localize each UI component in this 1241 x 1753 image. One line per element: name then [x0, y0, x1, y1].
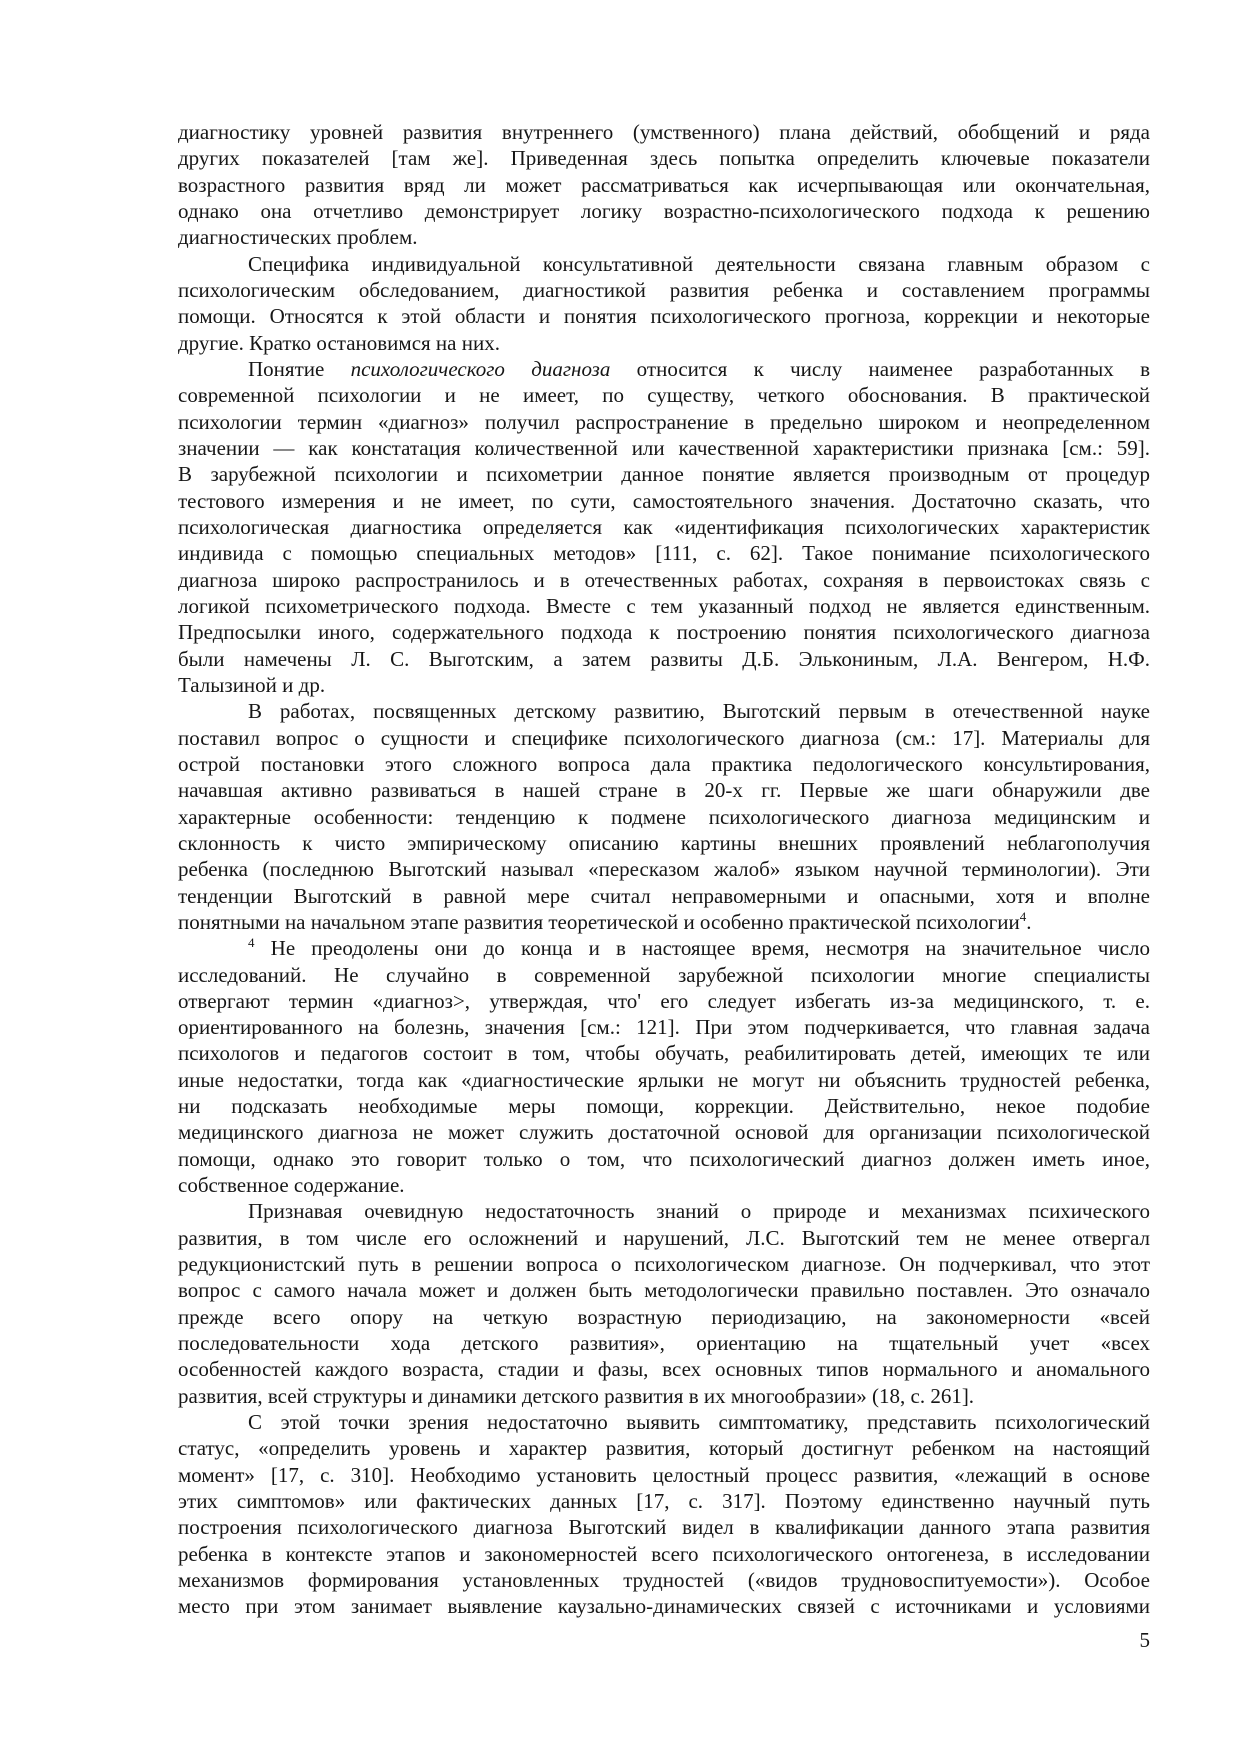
- text-segment: относится к числу наименее разработанных в: [610, 356, 1151, 381]
- page-number: 5: [1139, 1628, 1150, 1652]
- text-line: иные недостатки, тогда как «диагностические ярлыки не могут ни объяснить трудностей ребенка,: [178, 1067, 1150, 1092]
- text-line: ребенка в контексте этапов и закономерностей всего психологического онтогенеза, в исследовании: [178, 1541, 1150, 1566]
- text-line: особенностей каждого возраста, стадии и фазы, всех основных типов нормального и аномального: [178, 1357, 1150, 1382]
- paragraph: [178, 1409, 1150, 1620]
- text-line: медицинского диагноза не может служить достаточной основой для организации психологической: [178, 1120, 1150, 1145]
- text-line: момент» [17, с. 310]. Необходимо установить целостный процесс развития, «лежащий в основе: [178, 1462, 1150, 1487]
- text-line: последовательности хода детского развития», ориентацию на тщательный учет «всех: [178, 1331, 1150, 1356]
- paragraph: [178, 251, 1150, 356]
- text-line: были намечены Л. С. Выготским, а затем развиты Д.Б. Элькониным, Л.А. Венгером, Н.Ф.: [178, 646, 1150, 671]
- text-line: психологическая диагностика определяется как «идентификация психологических характеристик: [178, 514, 1150, 539]
- text-line: место при этом занимает выявление каузально-динамических связей с источниками и условиями: [178, 1594, 1150, 1619]
- text-line: Признавая очевидную недостаточность знаний о природе и механизмах психического: [248, 1199, 1150, 1224]
- text-line: С этой точки зрения недостаточно выявить симптоматику, представить психологический: [248, 1410, 1150, 1435]
- text-line: тенденции Выготский в равной мере считал неправомерными и опасными, хотя и вполне: [178, 883, 1150, 908]
- text-line: построения психологического диагноза Выготский видел в квалификации данного этапа развития: [178, 1515, 1150, 1540]
- text-line: [178, 935, 1150, 961]
- text-line: прежде всего опору на четкую возрастную периодизацию, на закономерности «всей: [178, 1304, 1150, 1329]
- italic-term: психологического диагноза: [350, 356, 611, 381]
- text-line: диагностику уровней развития внутреннего (умственного) плана действий, обобщений и ряда: [178, 120, 1150, 144]
- text-line: собственное содержание.: [178, 1173, 405, 1198]
- text-line: Предпосылки иного, содержательного подхода к построению понятия психологического диагноза: [178, 620, 1150, 645]
- text-line: [178, 356, 1150, 382]
- text-line: психологическим обследованием, диагностикой развития ребенка и составлением программы: [178, 277, 1150, 302]
- text-line: исследований. Не случайно в современной зарубежной психологии многие специалисты: [178, 962, 1150, 987]
- footnote: [178, 935, 1150, 1198]
- text-line: вопрос с самого начала может и должен быть методологически правильно поставлен. Это означало: [178, 1278, 1150, 1303]
- text-line: этих симптомов» или фактических данных [17, с. 317]. Поэтому единственно научный путь: [178, 1489, 1150, 1514]
- text-line: механизмов формирования установленных трудностей («видов трудновоспитуемости»). Особое: [178, 1568, 1150, 1593]
- text-line: других показателей [там же]. Приведенная здесь попытка определить ключевые показатели: [178, 146, 1150, 171]
- text-segment: Понятие: [248, 356, 351, 381]
- text-line: ни подсказать необходимые меры помощи, коррекции. Действительно, некое подобие: [178, 1094, 1150, 1119]
- text-line: склонность к чисто эмпирическому описанию картины внешних проявлений неблагополучия: [178, 830, 1150, 855]
- text-line: острой постановки этого сложного вопроса дала практика педологического консультирования,: [178, 751, 1150, 776]
- text-line: Талызиной и др.: [178, 672, 326, 697]
- text-line: психологов и педагогов состоит в том, чтобы обучать, реабилитировать детей, имеющих те или: [178, 1041, 1150, 1066]
- paragraph: [178, 119, 1150, 251]
- text-segment: Не преодолены они до конца и в настоящее время, несмотря на значительное число: [254, 936, 1150, 961]
- text-line: помощи, однако это говорит только о том, что психологический диагноз должен иметь иное,: [178, 1146, 1150, 1171]
- text-line: диагностических проблем.: [178, 225, 418, 250]
- text-line: развития, всей структуры и динамики детского развития в их многообразии» (18, с. 261].: [178, 1383, 975, 1408]
- text-line: начавшая активно развиваться в нашей стране в 20-х гг. Первые же шаги обнаружили две: [178, 778, 1150, 803]
- paragraph: [178, 356, 1150, 698]
- paragraph: [178, 698, 1150, 935]
- text-segment: .: [1026, 909, 1032, 934]
- text-line: помощи. Относятся к этой области и понятия психологического прогноза, коррекции и некоторые: [178, 304, 1150, 329]
- text-line: Специфика индивидуальной консультативной деятельности связана главным образом с: [248, 251, 1150, 276]
- text-line: значении — как констатация количественной или качественной характеристики признака [см.: 59].: [178, 435, 1150, 460]
- text-line: поставил вопрос о сущности и специфике психологического диагноза (см.: 17]. Материалы для: [178, 725, 1150, 750]
- text-line: В зарубежной психологии и психометрии данное понятие является производным от процедур: [178, 462, 1150, 487]
- text-line: ребенка (последнюю Выготский называл «пересказом жалоб» языком научной терминологии). Эти: [178, 857, 1150, 882]
- text-line: развития, в том числе его осложнений и нарушений, Л.С. Выготский тем не менее отвергал: [178, 1225, 1150, 1250]
- text-line: статус, «определить уровень и характер развития, который достигнут ребенком на настоящий: [178, 1436, 1150, 1461]
- text-line: индивида с помощью специальных методов» [111, с. 62]. Такое понимание психологического: [178, 541, 1150, 566]
- footnote-marker: 4: [1019, 908, 1027, 924]
- text-line: однако она отчетливо демонстрирует логику возрастно-психологического подхода к решению: [178, 198, 1150, 223]
- text-line: диагноза широко распространилось и в отечественных работах, сохраняя в первоистоках связь с: [178, 567, 1150, 592]
- text-line: другие. Кратко остановимся на них.: [178, 330, 500, 355]
- text-line: ориентированного на болезнь, значения [см.: 121]. При этом подчеркивается, что главная задача: [178, 1015, 1150, 1040]
- text-line: логикой психометрического подхода. Вместе с тем указанный подход не является единственным.: [178, 593, 1150, 618]
- text-line: В работах, посвященных детскому развитию, Выготский первым в отечественной науке: [248, 699, 1150, 724]
- footnote-marker: 4: [248, 935, 255, 951]
- text-line: [178, 909, 1150, 935]
- text-line: психологии термин «диагноз» получил распространение в предельно широком и неопределенном: [178, 409, 1150, 434]
- text-line: возрастного развития вряд ли может рассматриваться как исчерпывающая или окончательная,: [178, 172, 1150, 197]
- text-segment: понятными на начальном этапе развития теоретической и особенно практической психологии: [178, 909, 1020, 934]
- paragraph: [178, 1198, 1150, 1409]
- text-line: тестового измерения и не имеет, по сути, самостоятельного значения. Достаточно сказать, что: [178, 488, 1150, 513]
- text-line: характерные особенности: тенденцию к подмене психологического диагноза медицинским и: [178, 804, 1150, 829]
- text-line: современной психологии и не имеет, по существу, четкого обоснования. В практической: [178, 383, 1150, 408]
- text-line: отвергают термин «диагноз>, утверждая, что' его следует избегать из-за медицинского, т. е.: [178, 988, 1150, 1013]
- text-line: редукционистский путь в решении вопроса о психологическом диагнозе. Он подчеркивал, что этот: [178, 1252, 1150, 1277]
- document-body: [178, 119, 1150, 1620]
